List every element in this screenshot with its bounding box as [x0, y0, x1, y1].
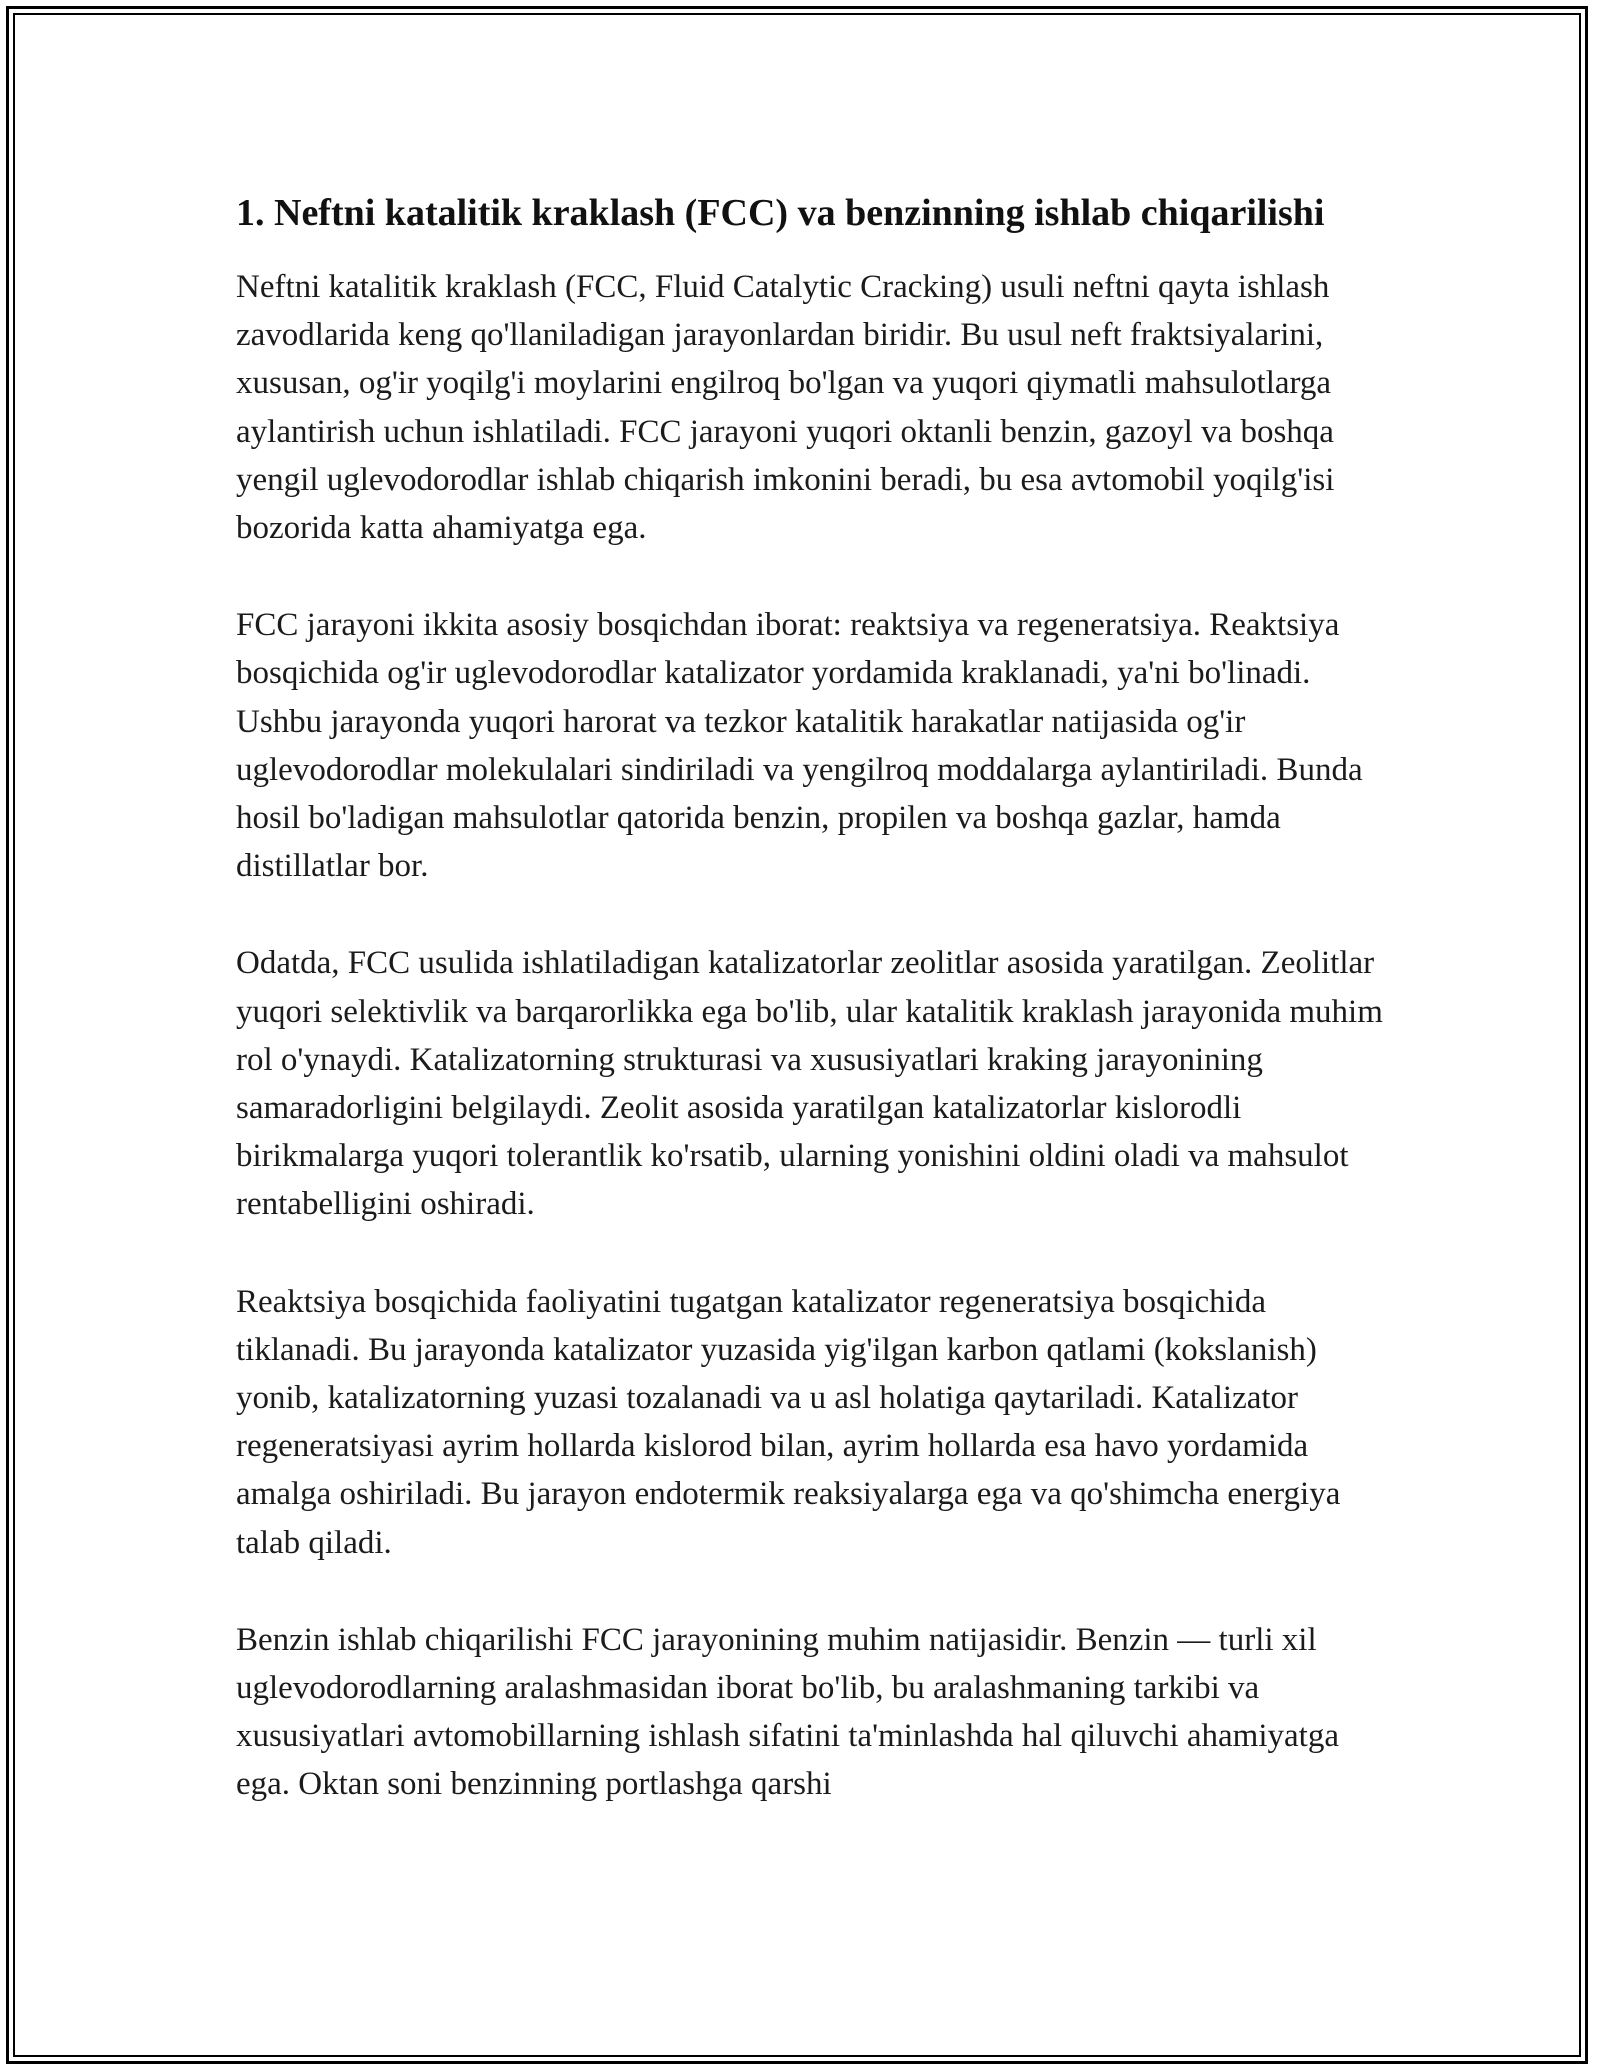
paragraph-gasoline: Benzin ishlab chiqarilishi FCC jarayonining muhim natijasidir. Benzin — turli xil uglevodorodlarning aralashmasidan iborat bo'lib, bu aralashmaning tarkibi va xususiyatlari avtomobillarning ishlash sifatini ta'minlashda hal qiluvchi ahamiyatga ega. Oktan soni benzinning portlashga qarshi	[236, 1621, 1339, 1803]
paragraph-regeneration: Reaktsiya bosqichida faoliyatini tugatgan katalizator regeneratsiya bosqichida tiklanadi. Bu jarayonda katalizator yuzasida yig'ilgan karbon qatlami (kokslanish) yonib, katalizatorning yuzasi tozalanadi va u asl holatiga qaytariladi. Katalizator regeneratsiyasi ayrim hollarda kislorod bilan, ayrim hollarda esa havo yordamida amalga oshiriladi. Bu jarayon endotermik reaksiyalarga ega va qo'shimcha energiya talab qiladi.	[236, 1283, 1341, 1561]
paragraph-stages: FCC jarayoni ikkita asosiy bosqichdan iborat: reaktsiya va regeneratsiya. Reaktsiya bosqichida og'ir uglevodorodlar katalizator yordamida kraklanadi, ya'ni bo'linadi. Ushbu jarayonda yuqori harorat va tezkor katalitik harakatlar natijasida og'ir uglevodorodlar molekulalari sindiriladi va yengilroq moddalarga aylantiriladi. Bunda hosil bo'ladigan mahsulotlar qatorida benzin, propilen va boshqa gazlar, hamda distillatlar bor.	[236, 607, 1363, 885]
document-body	[236, 185, 1386, 1858]
paragraph-intro: Neftni katalitik kraklash (FCC, Fluid Catalytic Cracking) usuli neftni qayta ishlash zavodlarida keng qo'llaniladigan jarayonlardan biridir. Bu usul neft fraktsiyalarini, xususan, og'ir yoqilg'i moylarini engilroq bo'lgan va yuqori qiymatli mahsulotlarga aylantirish uchun ishlatiladi. FCC jarayoni yuqori oktanli benzin, gazoyl va boshqa yengil uglevodorodlar ishlab chiqarish imkonini beradi, bu esa avtomobil yoqilg'isi bozorida katta ahamiyatga ega.	[236, 269, 1335, 547]
section-heading: 1. Neftni katalitik kraklash (FCC) va benzinning ishlab chiqarilishi	[236, 192, 1325, 234]
paragraph-catalysts: Odatda, FCC usulida ishlatiladigan katalizatorlar zeolitlar asosida yaratilgan. Zeolitlar yuqori selektivlik va barqarorlikka ega bo'lib, ular katalitik kraklash jarayonida muhim rol o'ynaydi. Katalizatorning strukturasi va xususiyatlari kraking jarayonining samaradorligini belgilaydi. Zeolit asosida yaratilgan katalizatorlar kislorodli birikmalarga yuqori tolerantlik ko'rsatib, ularning yonishini oldini oladi va mahsulot rentabelligini oshiradi.	[236, 945, 1383, 1223]
